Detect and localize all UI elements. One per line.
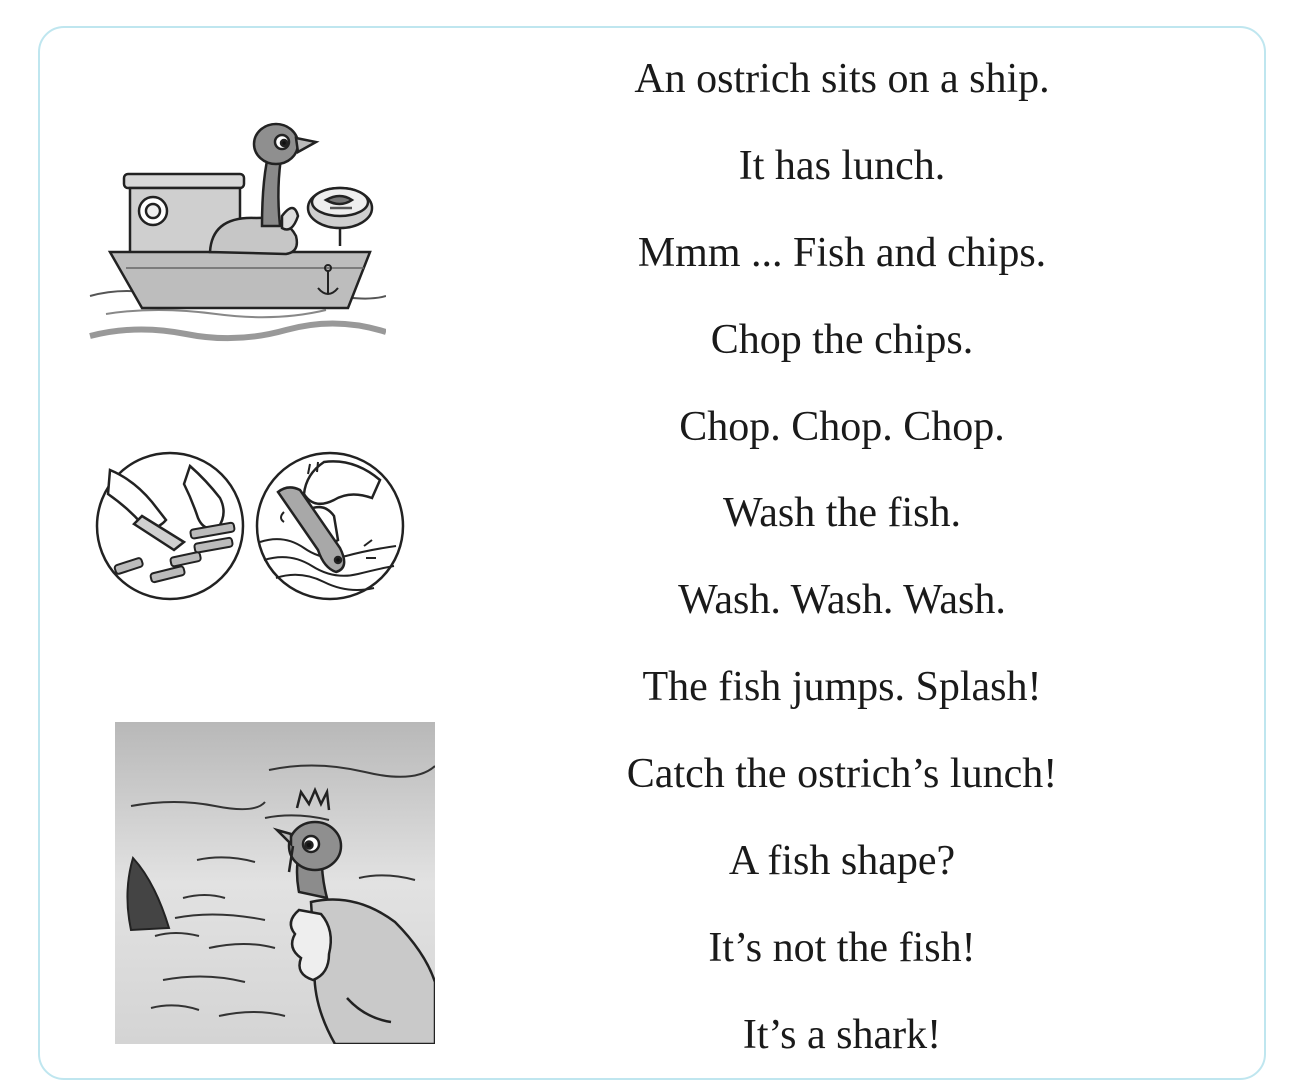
story-line: Mmm ... Fish and chips. bbox=[637, 229, 1047, 276]
chopping-chips-illustration bbox=[94, 450, 246, 602]
ostrich-on-ship-illustration bbox=[86, 96, 386, 346]
story-line: Wash. Wash. Wash. bbox=[678, 577, 1006, 624]
story-line: Wash the fish. bbox=[722, 490, 962, 537]
story-line: A fish shape? bbox=[728, 838, 956, 885]
story-line: Chop. Chop. Chop. bbox=[679, 403, 1005, 450]
story-line: Chop the chips. bbox=[710, 316, 974, 363]
story-line: It’s a shark! bbox=[742, 1011, 942, 1058]
story-line: It has lunch. bbox=[738, 142, 946, 189]
fish-and-chips-plate-icon bbox=[308, 188, 372, 246]
story-line: It’s not the fish! bbox=[708, 924, 976, 971]
shark-and-ostrich-illustration bbox=[115, 722, 435, 1044]
story-line: An ostrich sits on a ship. bbox=[634, 56, 1050, 102]
story-line: Catch the ostrich’s lunch! bbox=[626, 751, 1058, 798]
story-line: The fish jumps. Splash! bbox=[642, 664, 1042, 711]
washing-fish-illustration bbox=[254, 450, 406, 602]
story-text bbox=[586, 36, 1098, 1079]
